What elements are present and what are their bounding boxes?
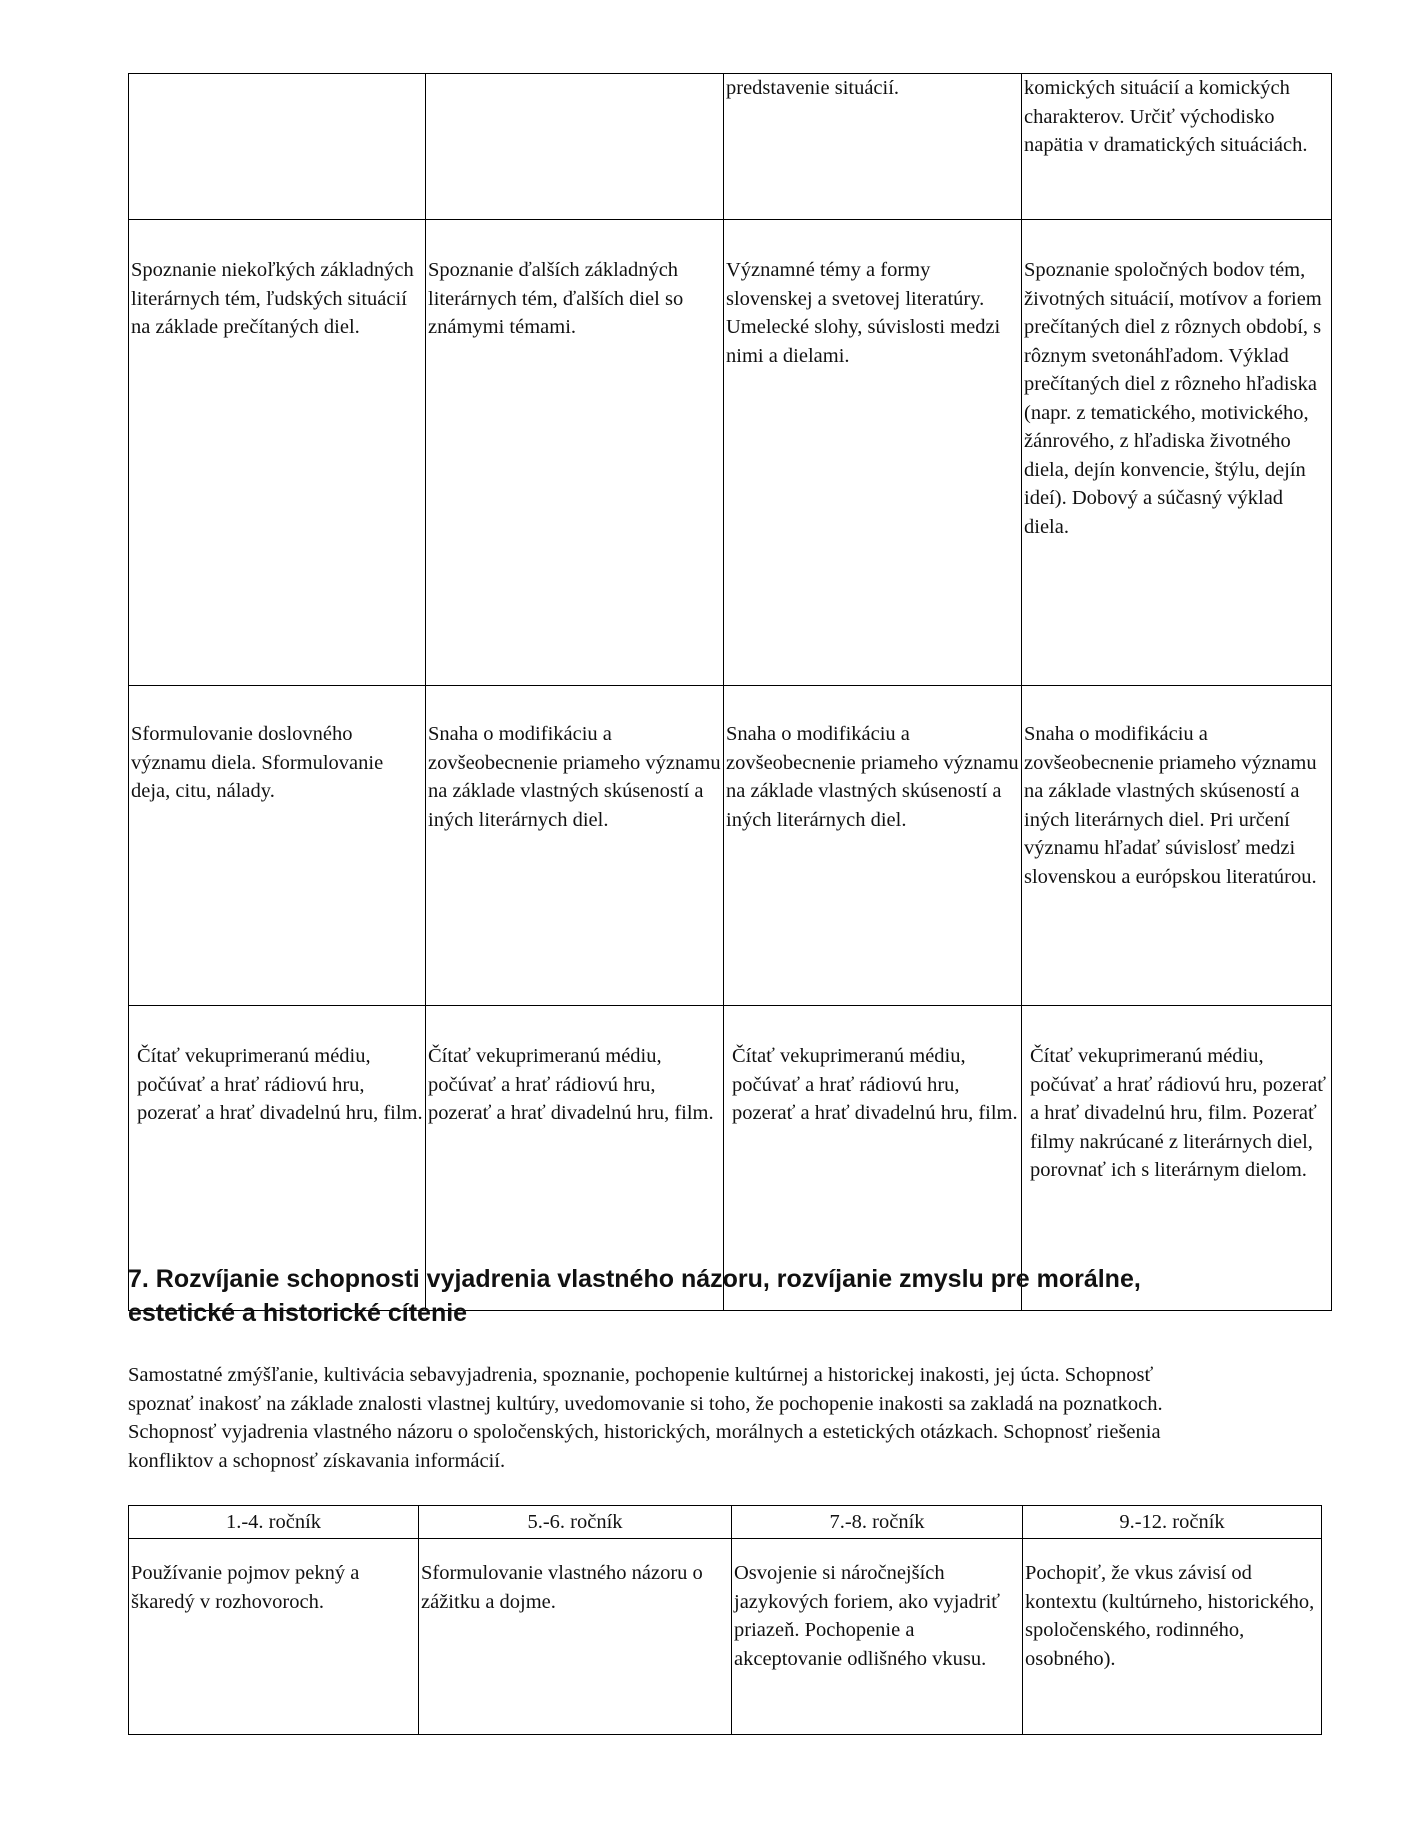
column-header: 5.-6. ročník — [419, 1506, 732, 1539]
section-heading-line1: 7. Rozvíjanie schopnosti vyjadrenia vlastného názoru, rozvíjanie zmyslu pre morálne, — [128, 1265, 1141, 1293]
table-header-row — [129, 1506, 1322, 1539]
table-cell: Snaha o modifikáciu a zovšeobecnenie priameho významu na základe vlastných skúseností a iných literárnych diel. Pri určení významu hľadať súvislosť medzi slovenskou a európskou literatúrou. — [1022, 686, 1332, 1006]
table-row — [129, 1539, 1322, 1735]
table-cell: Sformulovanie doslovného významu diela. Sformulovanie deja, citu, nálady. — [129, 686, 426, 1006]
table-cell: Používanie pojmov pekný a škaredý v rozhovoroch. — [129, 1539, 419, 1735]
table-cell: Snaha o modifikáciu a zovšeobecnenie priameho významu na základe vlastných skúseností a iných literárnych diel. — [724, 686, 1022, 1006]
column-header: 7.-8. ročník — [732, 1506, 1023, 1539]
table-cell: Pochopiť, že vkus závisí od kontextu (kultúrneho, historického, spoločenského, rodinného, osobného). — [1023, 1539, 1322, 1735]
table-cell: Sformulovanie vlastného názoru o zážitku a dojme. — [419, 1539, 732, 1735]
table-cell: komických situácií a komických charakterov. Určiť východisko napätia v dramatických situáciách. — [1022, 74, 1332, 220]
table-cell — [426, 74, 724, 220]
table-cell: Čítať vekuprimeranú médiu, počúvať a hrať rádiovú hru, pozerať a hrať divadelnú hru, film. — [129, 1006, 426, 1311]
section7-table — [128, 1505, 1322, 1735]
table-cell: Významné témy a formy slovenskej a svetovej literatúry. Umelecké slohy, súvislosti medzi nimi a dielami. — [724, 220, 1022, 686]
column-header: 9.-12. ročník — [1023, 1506, 1322, 1539]
table-cell: Osvojenie si náročnejších jazykových foriem, ako vyjadriť priazeň. Pochopenie a akceptovanie odlišného vkusu. — [732, 1539, 1023, 1735]
table-cell: Spoznanie niekoľkých základných literárnych tém, ľudských situácií na základe prečítaných diel. — [129, 220, 426, 686]
section-heading-line2: estetické a historické cítenie — [128, 1299, 468, 1327]
table-cell: Snaha o modifikáciu a zovšeobecnenie priameho významu na základe vlastných skúseností a iných literárnych diel. — [426, 686, 724, 1006]
curriculum-table-continued — [128, 73, 1332, 1311]
table-cell: Spoznanie ďalších základných literárnych tém, ďalších diel so známymi témami. — [426, 220, 724, 686]
table-cell: Spoznanie spoločných bodov tém, životných situácií, motívov a foriem prečítaných diel z rôznych období, s rôznym svetonáhľadom. Výklad prečítaných diel z rôzneho hľadiska (napr. z tematického, motivického, žánrového, z hľadiska životného diela, dejín konvencie, štýlu, dejín ideí). Dobový a súčasný výklad diela. — [1022, 220, 1332, 686]
table-row — [129, 220, 1332, 686]
table-cell: Čítať vekuprimeranú médiu, počúvať a hrať rádiovú hru, pozerať a hrať divadelnú hru, film. Pozerať filmy nakrúcané z literárnych diel, porovnať ich s literárnym dielom. — [1022, 1006, 1332, 1311]
table-row — [129, 686, 1332, 1006]
section-heading — [128, 1262, 1278, 1330]
table-cell: Čítať vekuprimeranú médiu, počúvať a hrať rádiovú hru, pozerať a hrať divadelnú hru, film. — [426, 1006, 724, 1311]
table-row — [129, 74, 1332, 220]
table-cell: predstavenie situácií. — [724, 74, 1022, 220]
table-cell — [129, 74, 426, 220]
section-description: Samostatné zmýšľanie, kultivácia sebavyjadrenia, spoznanie, pochopenie kultúrnej a historickej inakosti, jej úcta. Schopnosť spoznať inakosť na základe znalosti vlastnej kultúry, uvedomovanie si toho, že pochopenie inakosti sa zakladá na poznatkoch. Schopnosť vyjadrenia vlastného názoru o spoločenských, historických, morálnych a estetických otázkach. Schopnosť riešenia konfliktov a schopnosť získavania informácií. — [128, 1364, 1163, 1472]
table-cell: Čítať vekuprimeranú médiu, počúvať a hrať rádiovú hru, pozerať a hrať divadelnú hru, film. — [724, 1006, 1022, 1311]
column-header: 1.-4. ročník — [129, 1506, 419, 1539]
